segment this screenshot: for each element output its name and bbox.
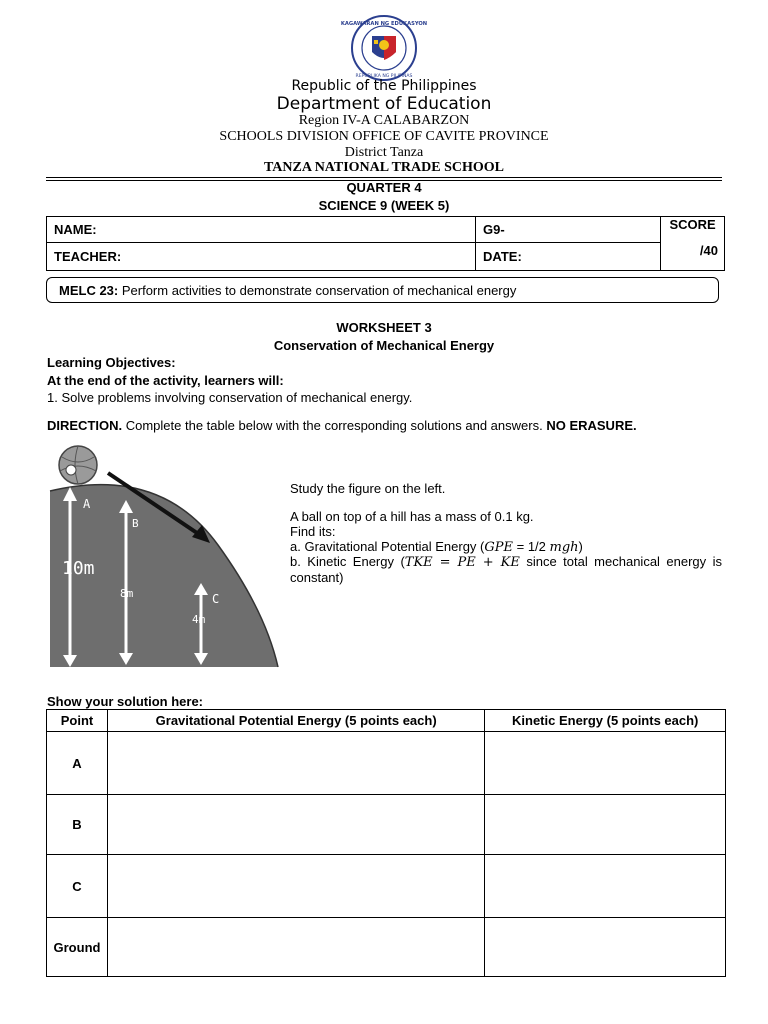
- column-point: Point: [47, 710, 108, 732]
- teacher-field[interactable]: [47, 243, 476, 271]
- table-row: [47, 855, 726, 918]
- solution-table: [46, 709, 726, 977]
- item-a-prefix: a. Gravitational Potential Energy (: [290, 539, 485, 554]
- department-title: Department of Education: [276, 94, 492, 114]
- quarter-label: QUARTER 4: [346, 180, 422, 195]
- header-divider-top: [46, 177, 722, 178]
- score-box: [661, 217, 725, 271]
- svg-text:10m: [62, 558, 95, 579]
- item-b: [290, 554, 722, 585]
- direction-body: Complete the table below with the corresponding solutions and answers.: [122, 418, 547, 433]
- objective-item: 1. Solve problems involving conservation of mechanical energy.: [47, 390, 413, 405]
- direction-text: [47, 418, 637, 433]
- item-b-suffix: since total mechanical energy is constant): [290, 554, 723, 585]
- column-gpe: Gravitational Potential Energy (5 points each): [107, 710, 484, 732]
- direction-label: DIRECTION.: [47, 418, 123, 433]
- label-b: B: [132, 517, 139, 530]
- direction-emphasis: NO ERASURE.: [546, 418, 637, 433]
- grade-label: G9-: [483, 222, 505, 237]
- svg-text:4m: [192, 613, 206, 626]
- logo-text-bottom: REPUBLIKA NG PILIPINAS: [355, 74, 413, 79]
- objectives-heading: Learning Objectives:: [47, 355, 176, 370]
- logo-text-top: KAGAWARAN NG EDUKASYON: [340, 21, 428, 27]
- item-b-prefix: b. Kinetic Energy (: [290, 554, 405, 569]
- row-label-ground: Ground: [47, 918, 108, 977]
- gpe-answer-b[interactable]: [107, 795, 484, 855]
- republic-line: Republic of the Philippines: [291, 78, 477, 94]
- item-a-lhs: GPE: [484, 540, 514, 555]
- table-row: [47, 918, 726, 977]
- school-name: TANZA NATIONAL TRADE SCHOOL: [264, 160, 504, 175]
- division-line: SCHOOLS DIVISION OFFICE OF CAVITE PROVINCE: [219, 129, 549, 144]
- height-a: 10m: [62, 558, 95, 579]
- row-label-c: C: [47, 855, 108, 918]
- svg-text:C: [212, 592, 219, 606]
- ke-answer-ground[interactable]: [485, 918, 726, 977]
- row-label-a: A: [47, 732, 108, 795]
- ke-answer-a[interactable]: [485, 732, 726, 795]
- score-label: SCORE: [669, 217, 716, 232]
- item-a-vars: mgh: [549, 540, 579, 555]
- deped-seal-logo: [340, 14, 428, 82]
- row-label-b: B: [47, 795, 108, 855]
- score-total: /40: [699, 243, 718, 258]
- gpe-answer-a[interactable]: [107, 732, 484, 795]
- ke-answer-c[interactable]: [485, 855, 726, 918]
- grade-section-field[interactable]: [476, 217, 661, 243]
- district-line: District Tanza: [344, 145, 424, 160]
- date-label: DATE:: [483, 249, 522, 264]
- svg-text:8m: [120, 587, 134, 600]
- find-label: Find its:: [290, 524, 336, 539]
- melc-code: MELC 23:: [59, 283, 119, 298]
- solution-heading: Show your solution here:: [47, 694, 204, 709]
- height-c: 4m: [192, 613, 206, 626]
- gpe-answer-ground[interactable]: [107, 918, 484, 977]
- name-label: NAME:: [54, 222, 97, 237]
- label-a: A: [83, 497, 91, 511]
- item-a: [290, 539, 722, 555]
- student-info-table: [46, 216, 725, 271]
- svg-text:A: [83, 497, 91, 511]
- melc-text: Perform activities to demonstrate conservation of mechanical energy: [118, 283, 517, 298]
- item-b-formula: TKE = PE + KE: [404, 555, 520, 570]
- table-row: [47, 795, 726, 855]
- study-instruction: Study the figure on the left.: [290, 481, 446, 496]
- region-line: Region IV-A CALABARZON: [298, 113, 470, 128]
- ball-icon: [59, 446, 97, 484]
- hill-figure: [50, 445, 280, 670]
- problem-statement: A ball on top of a hill has a mass of 0.1 kg.: [290, 509, 534, 524]
- objectives-intro: At the end of the activity, learners will:: [47, 373, 284, 388]
- date-field[interactable]: [476, 243, 661, 271]
- subject-label: SCIENCE 9 (WEEK 5): [318, 198, 450, 213]
- gpe-answer-c[interactable]: [107, 855, 484, 918]
- table-row: [47, 732, 726, 795]
- name-field[interactable]: [47, 217, 476, 243]
- item-a-suffix: ): [578, 539, 583, 554]
- height-b: 8m: [120, 587, 134, 600]
- svg-text:B: [132, 517, 139, 530]
- teacher-label: TEACHER:: [54, 249, 122, 264]
- item-a-rhs: = 1/2: [513, 539, 550, 554]
- worksheet-title: Conservation of Mechanical Energy: [273, 338, 495, 353]
- label-c: C: [212, 592, 220, 606]
- svg-text:KAGAWARAN NG EDUKASYON: [341, 21, 427, 27]
- ke-answer-b[interactable]: [485, 795, 726, 855]
- column-ke: Kinetic Energy (5 points each): [485, 710, 726, 732]
- melc-box: [46, 277, 719, 303]
- worksheet-number: WORKSHEET 3: [336, 320, 432, 335]
